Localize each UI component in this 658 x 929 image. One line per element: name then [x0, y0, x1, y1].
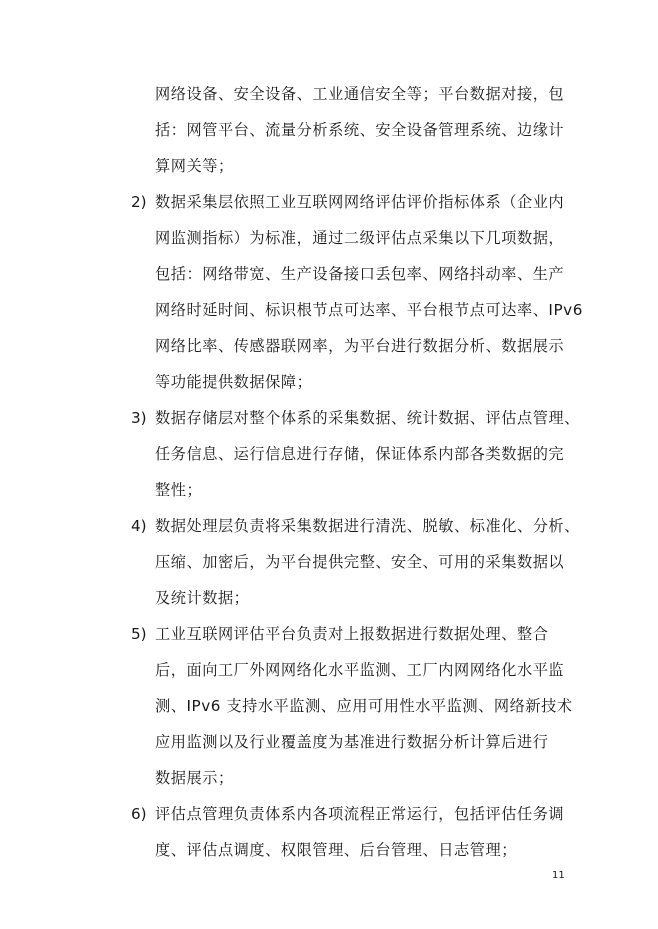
list-item-2-line: 数据采集层依照工业互联网网络评估评价指标体系（企业内	[155, 193, 565, 211]
list-item-5-line: 工业互联网评估平台负责对上报数据进行数据处理、整合	[155, 625, 549, 643]
list-item-5-line: 应用监测以及行业覆盖度为基准进行数据分析计算后进行	[155, 733, 549, 751]
list-item-5-line: 后，面向工厂外网网络化水平监测、工厂内网网络化水平监	[155, 661, 565, 679]
continuation-line: 算网关等；	[155, 157, 234, 175]
list-item-2-line: 网络比率、传感器联网率，为平台进行数据分析、数据展示	[155, 337, 565, 355]
list-item-4-line: 压缩、加密后，为平台提供完整、安全、可用的采集数据以	[155, 553, 565, 571]
list-item-5-line: 测、IPv6 支持水平监测、应用可用性水平监测、网络新技术	[155, 697, 573, 715]
list-marker-5: 5)	[131, 625, 147, 643]
page-number: 11	[552, 870, 565, 881]
list-marker-6: 6)	[131, 805, 147, 823]
continuation-line: 括：网管平台、流量分析系统、安全设备管理系统、边缘计	[155, 121, 565, 139]
list-marker-3: 3)	[131, 409, 147, 427]
list-item-2-line: 网络时延时间、标识根节点可达率、平台根节点可达率、IPv6	[155, 301, 583, 319]
list-item-3-line: 整性；	[155, 481, 203, 499]
list-item-2-line: 等功能提供数据保障；	[155, 373, 313, 391]
list-item-2-line: 网监测指标）为标准，通过二级评估点采集以下几项数据，	[155, 229, 565, 247]
list-item-5-line: 数据展示；	[155, 769, 234, 787]
list-item-3-line: 数据存储层对整个体系的采集数据、统计数据、评估点管理、	[155, 409, 580, 427]
list-marker-4: 4)	[131, 517, 147, 535]
list-item-4-line: 及统计数据；	[155, 589, 250, 607]
continuation-line: 网络设备、安全设备、工业通信安全等；平台数据对接，包	[155, 85, 565, 103]
list-item-4-line: 数据处理层负责将采集数据进行清洗、脱敏、标准化、分析、	[155, 517, 580, 535]
list-item-6-line: 评估点管理负责体系内各项流程正常运行，包括评估任务调	[155, 805, 565, 823]
list-item-2-line: 包括：网络带宽、生产设备接口丢包率、网络抖动率、生产	[155, 265, 565, 283]
list-item-6-line: 度、评估点调度、权限管理、后台管理、日志管理；	[155, 841, 517, 859]
list-marker-2: 2)	[131, 193, 147, 211]
list-item-3-line: 任务信息、运行信息进行存储，保证体系内部各类数据的完	[155, 445, 565, 463]
